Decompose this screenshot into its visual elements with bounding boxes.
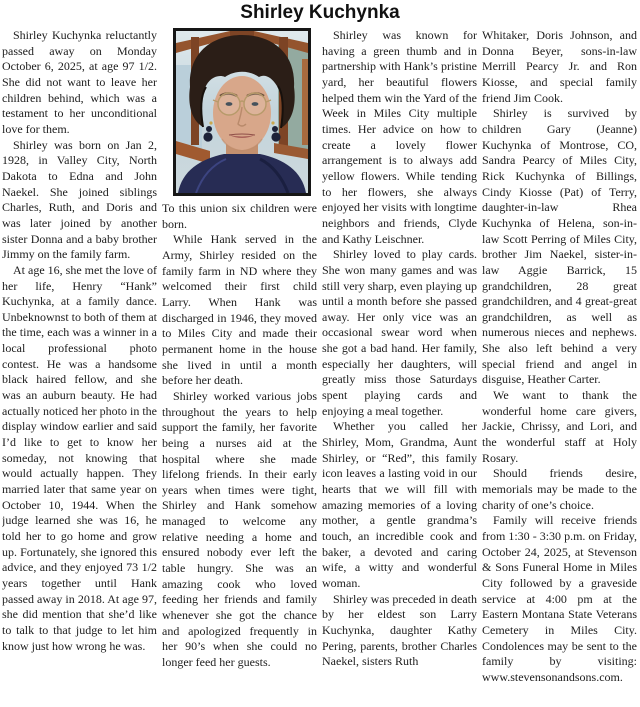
column-2 <box>162 28 317 686</box>
column-3 <box>322 28 477 686</box>
paragraph: While Hank served in the Army, Shirley resided on the family farm in ND where they welcomed their first child Larry. When Hank was discharged in 1946, they moved to Miles City and made their permanent home in the house she lived in until a month before her death. <box>162 232 317 388</box>
paragraph: Whitaker, Doris Johnson, and Donna Beyer, sons-in-law Merrill Pearcy Jr. and Ron Kiosse, and special family friend Jim Cook. <box>482 28 637 105</box>
paragraph: Shirley loved to play cards. She won many games and was still very sharp, even playing up until a month before she passed away. Her only vice was an occasional swear word when she got a bad hand. Her family, especially her daughters, will greatly miss those Saturdays spent playing cards and enjoying a meal together. <box>322 247 477 418</box>
paragraph: Shirley Kuchynka reluctantly passed away on Monday October 6, 2025, at age 97 1/2. She did not want to leave her children behind, which was a testament to her unconditional love for them. <box>2 28 157 136</box>
paragraph: Shirley is survived by children Gary (Jeanne) Kuchynka of Montrose, CO, Sandra Pearcy of Miles City, Rick Kuchynka of Billings, Cindy Kiosse (Pat) of Terry, daughter-in-law Rhea Kuchynka of Helena, son-in-law Scott Perring of Miles City, brother Jim Naekel, sister-in-law Aggie Barrick, 15 grandchildren, 28 great grandchildren, and 4 great-great grandchildren, as well as numerous nieces and nephews. She also left behind a very special friend and angel in disguise, Heather Carter. <box>482 106 637 387</box>
paragraph: Whether you called her Shirley, Mom, Grandma, Aunt Shirley, or “Red”, this family icon leaves a lasting void in our hearts that we will fill with amazing memories of a loving mother, a gentle grandma’s touch, an incredible cook and baker, a devoted and caring wife, a witty and wonderful woman. <box>322 419 477 590</box>
paragraph: To this union six children were born. <box>162 201 317 231</box>
paragraph: Family will receive friends from 1:30 - 3:30 p.m. on Friday, October 24, 2025, at Stevenson & Sons Funeral Home in Miles City followed by a graveside service at 4:00 pm at the Eastern Montana State Veterans Cemetery in Miles City. Condolences may be sent to the family by visiting: www.stevensonandsons.com. <box>482 513 637 684</box>
paragraph: Shirley was born on Jan 2, 1928, in Valley City, North Dakota to Edna and John Naekel. She joined siblings Charles, Ruth, and Doris and was later joined by another sister Donna and a baby brother Jimmy on the family farm. <box>2 137 157 262</box>
paragraph: At age 16, she met the love of her life, Henry “Hank” Kuchynka, at a family dance. Unbeknownst to both of them at the time, each was a winner in a local professional photo contest. He was a handsome black haired fellow, and she was an auburn beauty. He had actually noticed her photo in the display window earlier and said I’d like to get to know her someday, not knowing that would actually happen. They married later that same year on October 10, 1944. When the judge learned she was 16, he told her to go home and grow up. Fortunately, she ignored this advice, and they enjoyed 73 1/2 years together until Hank passed away in 2018. At age 97, she did mention that she’d like to talk to that judge to let him know just how wrong he was. <box>2 262 157 653</box>
column-4 <box>482 28 637 686</box>
paragraph: Shirley worked various jobs throughout the years to help support the family, her favorite being a nurses aid at the hospital where she made lifelong friends. In their early years when times were tight, Shirley and Hank somehow managed to welcome any relative needing a home and ensured nobody ever left the table hungry. She was an amazing cook who loved feeding her friends and family whenever she got the chance and apologized frequently in her 90’s when she could no longer feed her guests. <box>162 388 317 670</box>
portrait-photo <box>173 28 311 196</box>
paragraph: Shirley was known for having a green thumb and in partnership with Hank’s pristine yard, her beautiful flowers helped them win the Yard of the Week in Miles City multiple times. Her advice on how to create a lovely flower arrangement is to always add yellow flowers. While tending to her flowers, she always enjoyed her visits with longtime neighbors and friends, Clyde and Kathy Leischner. <box>322 28 477 246</box>
column-1 <box>2 28 157 686</box>
obituary-columns <box>0 23 640 686</box>
portrait-image <box>176 31 308 193</box>
paragraph: We want to thank the wonderful home care givers, Jackie, Chrissy, and Lori, and the wonderful staff at Holy Rosary. <box>482 388 637 465</box>
paragraph: Shirley was preceded in death by her eldest son Larry Kuchynka, daughter Kathy Pering, parents, brother Charles Naekel, sisters Ruth <box>322 591 477 669</box>
page-title: Shirley Kuchynka <box>240 2 400 23</box>
paragraph: Should friends desire, memorials may be made to the charity of one’s choice. <box>482 466 637 512</box>
